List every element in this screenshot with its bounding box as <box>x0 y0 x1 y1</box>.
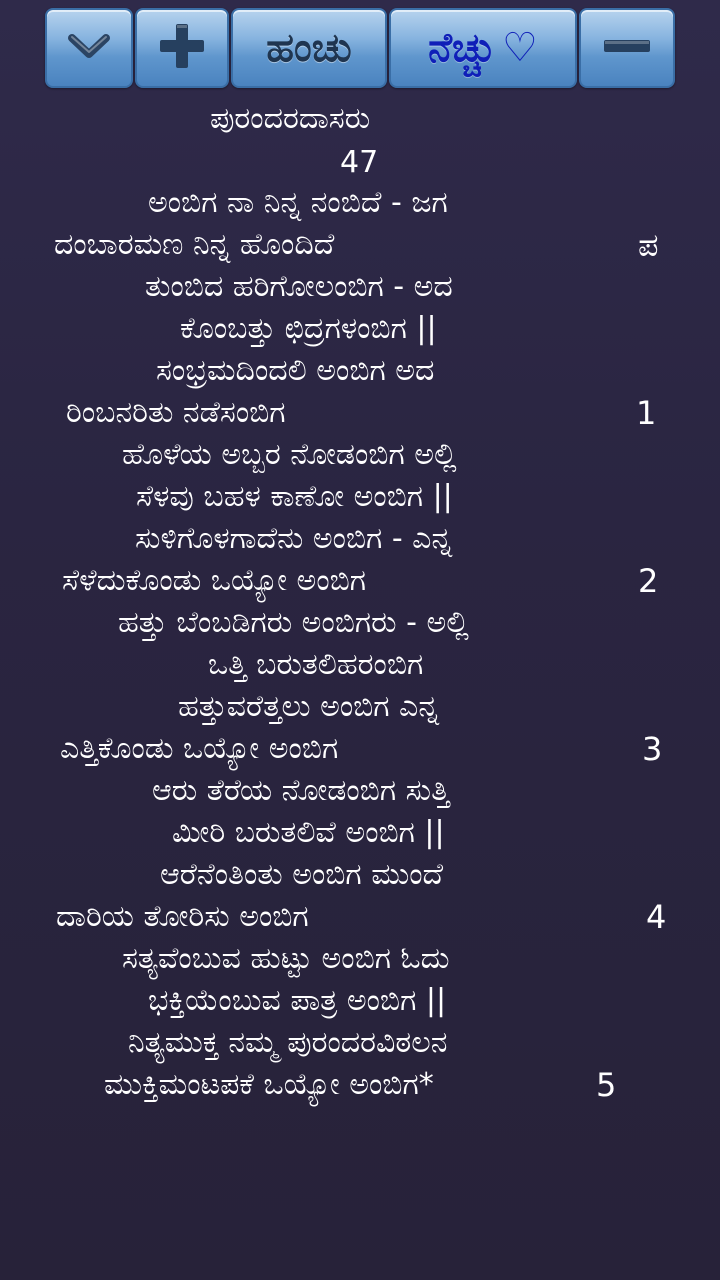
stanza-marker: 5 <box>596 1066 617 1104</box>
verse-line: ಹತ್ತು ಬೆಂಬಡಿಗರು ಅಂಬಿಗರು - ಅಲ್ಲಿ <box>118 605 469 640</box>
verse-line: ಆರೆನೆಂತಿಂತು ಅಂಬಿಗ ಮುಂದೆ <box>160 857 444 892</box>
collapse-button[interactable] <box>45 8 133 88</box>
minus-icon <box>601 36 653 60</box>
plus-icon <box>155 19 209 77</box>
stanza-marker: 2 <box>638 562 659 600</box>
favorite-button[interactable] <box>389 8 577 88</box>
verse-line: ಸೆಳವು ಬಹಳ ಕಾಣೋ ಅಂಬಿಗ || <box>136 479 453 514</box>
verse-line: ಸತ್ಯವೆಂಬುವ ಹುಟ್ಟು ಅಂಬಿಗ ಓದು <box>122 941 450 976</box>
verse-line: ನಿತ್ಯಮುಕ್ತ ನಮ್ಮ ಪುರಂದರವಿಠಲನ <box>128 1025 448 1060</box>
favorite-label: ನೆಚ್ಚು <box>428 25 496 71</box>
verse-line: ತುಂಬಿದ ಹರಿಗೋಲಂಬಿಗ - ಅದ <box>145 269 453 304</box>
share-button[interactable] <box>231 8 387 88</box>
chevron-down-icon <box>66 30 112 66</box>
song-author: ಪುರಂದರದಾಸರು <box>210 101 371 136</box>
verse-line: ಹೊಳೆಯ ಅಬ್ಬರ ನೋಡಂಬಿಗ ಅಲ್ಲಿ <box>122 437 457 472</box>
stanza-marker: 1 <box>636 394 657 432</box>
share-label: ಹಂಚು <box>266 25 352 71</box>
verse-line: ದಾರಿಯ ತೋರಿಸು ಅಂಬಿಗ <box>56 899 309 934</box>
stanza-marker: 3 <box>642 730 663 768</box>
decrease-font-button[interactable] <box>579 8 675 88</box>
increase-font-button[interactable] <box>135 8 229 88</box>
verse-line: ಆರು ತೆರೆಯ ನೋಡಂಬಿಗ ಸುತ್ತಿ <box>152 773 450 808</box>
verse-line: ಸೆಳೆದುಕೊಂಡು ಒಯ್ಯೋ ಅಂಬಿಗ <box>62 563 367 598</box>
verse-line: ಎತ್ತಿಕೊಂಡು ಒಯ್ಯೋ ಅಂಬಿಗ <box>60 731 339 766</box>
toolbar <box>45 8 675 88</box>
verse-line: ಕೊಂಬತ್ತು ಛಿದ್ರಗಳಂಬಿಗ || <box>180 311 437 346</box>
verse-line: ಸಂಭ್ರಮದಿಂದಲಿ ಅಂಬಿಗ ಅದ <box>156 353 435 388</box>
verse-line: ಒತ್ತಿ ಬರುತಲಿಹರಂಬಿಗ <box>208 647 424 682</box>
verse-line: ಹತ್ತುವರೆತ್ತಲು ಅಂಬಿಗ ಎನ್ನ <box>178 689 440 724</box>
verse-line: ಭಕ್ತಿಯೆಂಬುವ ಪಾತ್ರ ಅಂಬಿಗ || <box>148 983 447 1018</box>
heart-icon: ♡ <box>501 25 538 71</box>
verse-line: ಸುಳಿಗೊಳಗಾದೆನು ಅಂಬಿಗ - ಎನ್ನ <box>135 521 453 556</box>
verse-line: ದಂಬಾರಮಣ ನಿನ್ನ ಹೊಂದಿದೆ <box>54 227 335 262</box>
song-content <box>0 96 720 1246</box>
verse-line: ರಿಂಬನರಿತು ನಡೆಸಂಬಿಗ <box>66 395 286 430</box>
verse-line: ಮುಕ್ತಿಮಂಟಪಕೆ ಒಯ್ಯೋ ಅಂಬಿಗ* <box>104 1067 434 1102</box>
stanza-marker: ಪ <box>638 226 659 264</box>
song-number: 47 <box>340 145 379 180</box>
stanza-marker: 4 <box>646 898 667 936</box>
verse-line: ಮೀರಿ ಬರುತಲಿವೆ ಅಂಬಿಗ || <box>172 815 445 850</box>
verse-line: ಅಂಬಿಗ ನಾ ನಿನ್ನ ನಂಬಿದೆ - ಜಗ <box>148 185 448 220</box>
